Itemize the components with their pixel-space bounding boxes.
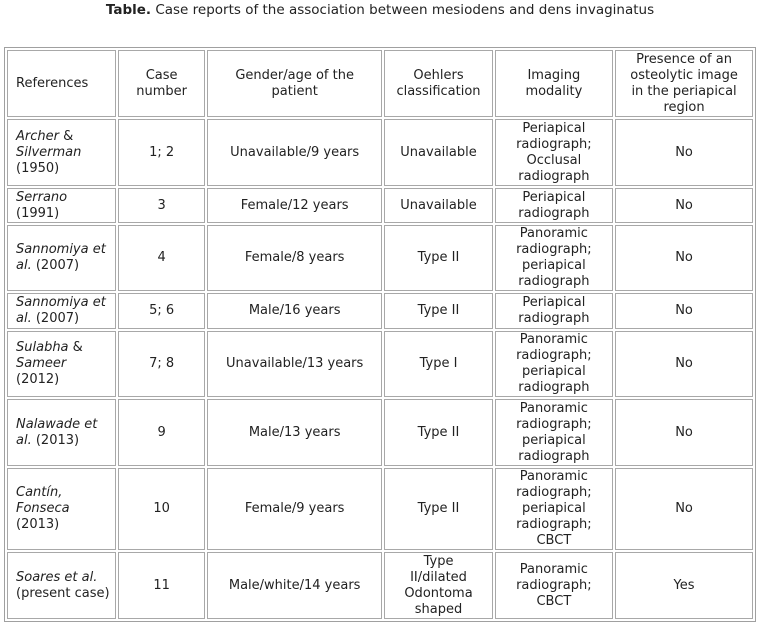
header-text: classification (396, 83, 481, 99)
table-row (7, 399, 753, 466)
oehlers-cell (384, 293, 492, 329)
gender-age-cell: Male/13 years (207, 399, 382, 466)
gender-age-cell: Male/16 years (207, 293, 382, 329)
header-text: Imaging (527, 67, 581, 83)
oehlers-cell (384, 119, 492, 186)
imaging-text: periapical (521, 501, 586, 516)
oehlers-cell (384, 188, 492, 223)
reference-author: Archer (16, 128, 59, 144)
header-text: Oehlers (413, 67, 464, 83)
imaging-text: Panoramic (519, 332, 588, 347)
osteolytic-cell: Yes (615, 552, 753, 619)
imaging-text: Periapical (522, 189, 586, 205)
gender-age-cell: Unavailable/9 years (207, 119, 382, 186)
table-row (7, 225, 753, 291)
reference-cell (7, 225, 116, 291)
case-number-cell: 5; 6 (118, 293, 205, 329)
imaging-text: radiograph (518, 205, 590, 221)
imaging-text: periapical (521, 364, 586, 379)
imaging-cell (495, 188, 613, 223)
reference-text: & (68, 340, 83, 355)
imaging-text: Periapical (522, 295, 586, 310)
imaging-text: radiograph; (516, 577, 592, 593)
reference-author: Serrano (16, 189, 68, 205)
header-text: patient (271, 83, 318, 99)
oehlers-text: Type II (417, 250, 460, 265)
reference-text: (2007) (31, 258, 80, 273)
reference-author: al. (16, 311, 32, 326)
case-number-cell: 11 (118, 552, 205, 619)
imaging-text: CBCT (536, 593, 572, 609)
imaging-text: radiograph; (516, 136, 592, 152)
oehlers-text: Type II (417, 303, 460, 318)
header-text: number (136, 83, 188, 99)
oehlers-text: Type II (417, 501, 460, 516)
oehlers-text: Unavailable (400, 144, 477, 160)
reference-year: (1950) (16, 160, 60, 176)
oehlers-cell (384, 552, 492, 619)
reference-author: al. (16, 258, 32, 273)
reference-author: al. (16, 432, 32, 448)
oehlers-text: II/dilated (410, 569, 467, 585)
oehlers-cell (384, 225, 492, 291)
header-row (7, 50, 753, 117)
imaging-text: radiograph (518, 168, 590, 184)
reference-author: Sannomiya et (16, 295, 106, 310)
oehlers-text: shaped (414, 601, 463, 617)
reference-author: Sannomiya et (16, 242, 106, 257)
imaging-text: Panoramic (519, 469, 588, 484)
case-number-cell: 1; 2 (118, 119, 205, 186)
imaging-text: radiograph; (516, 348, 592, 363)
header-oehlers (384, 50, 492, 117)
gender-age-cell: Unavailable/13 years (207, 331, 382, 397)
oehlers-text: Type II (417, 424, 460, 440)
osteolytic-cell: No (615, 331, 753, 397)
imaging-cell (495, 399, 613, 466)
header-text: in the periapical (631, 83, 737, 99)
imaging-text: radiograph; (516, 517, 592, 532)
reference-cell (7, 188, 116, 223)
imaging-text: radiograph; (516, 485, 592, 500)
reference-text: & (58, 128, 74, 144)
oehlers-cell (384, 399, 492, 466)
imaging-text: radiograph (518, 448, 590, 464)
reference-text: (2012) (16, 372, 60, 387)
reference-cell (7, 331, 116, 397)
reference-cell (7, 468, 116, 550)
gender-age-cell: Male/white/14 years (207, 552, 382, 619)
imaging-cell (495, 552, 613, 619)
table-row (7, 293, 753, 329)
header-references: References (7, 50, 116, 117)
caption-label: Table. (105, 2, 152, 18)
imaging-text: radiograph; (516, 416, 592, 432)
imaging-text: Panoramic (519, 226, 588, 241)
reference-author: Nalawade et (16, 416, 98, 432)
header-imaging (495, 50, 613, 117)
header-gender-age (207, 50, 382, 117)
reference-cell (7, 552, 116, 619)
oehlers-text: Unavailable (400, 197, 477, 213)
osteolytic-cell: No (615, 399, 753, 466)
reference-year: (present case) (16, 585, 110, 601)
imaging-cell (495, 293, 613, 329)
imaging-text: periapical (521, 258, 586, 273)
imaging-text: Panoramic (519, 400, 588, 416)
oehlers-cell (384, 468, 492, 550)
reference-cell (7, 293, 116, 329)
imaging-text: radiograph (518, 311, 590, 326)
reference-text: (1991) (16, 205, 60, 221)
header-text: Gender/age of the (235, 67, 354, 83)
osteolytic-cell: No (615, 293, 753, 329)
reference-author: Sulabha (16, 340, 69, 355)
case-reports-table (4, 47, 756, 622)
imaging-text: Periapical (522, 120, 586, 136)
reference-text: (2013) (31, 432, 80, 448)
table-row (7, 468, 753, 550)
imaging-text: radiograph (518, 274, 590, 289)
case-number-cell: 9 (118, 399, 205, 466)
imaging-text: Occlusal (526, 152, 582, 168)
osteolytic-cell: No (615, 468, 753, 550)
header-case-number (118, 50, 205, 117)
oehlers-text: Type (423, 553, 454, 569)
case-number-cell: 7; 8 (118, 331, 205, 397)
header-osteolytic (615, 50, 753, 117)
imaging-cell (495, 225, 613, 291)
imaging-cell (495, 119, 613, 186)
gender-age-cell: Female/9 years (207, 468, 382, 550)
osteolytic-cell: No (615, 119, 753, 186)
case-number-cell: 3 (118, 188, 205, 223)
reference-author: Cantín, Fonseca (16, 485, 70, 516)
header-text: modality (525, 83, 583, 99)
reference-text: (2007) (31, 311, 80, 326)
reference-cell (7, 399, 116, 466)
imaging-cell (495, 468, 613, 550)
header-text: region (663, 99, 705, 115)
imaging-text: periapical (521, 432, 586, 448)
table-caption (0, 2, 760, 18)
oehlers-text: Odontoma (404, 585, 473, 601)
header-text: Case (145, 67, 178, 83)
table-row (7, 331, 753, 397)
gender-age-cell: Female/8 years (207, 225, 382, 291)
imaging-text: radiograph; (516, 242, 592, 257)
osteolytic-cell: No (615, 188, 753, 223)
reference-author: Sameer (16, 356, 67, 371)
reference-year: (2013) (16, 517, 60, 532)
imaging-text: radiograph (518, 380, 590, 395)
header-text: osteolytic image (630, 67, 738, 83)
header-text: Presence of an (636, 51, 732, 67)
caption-text: Case reports of the association between mesiodens and dens invaginatus (151, 2, 655, 18)
imaging-text: CBCT (536, 533, 572, 548)
case-number-cell: 10 (118, 468, 205, 550)
table-row (7, 119, 753, 186)
reference-cell (7, 119, 116, 186)
gender-age-cell: Female/12 years (207, 188, 382, 223)
imaging-cell (495, 331, 613, 397)
table-row (7, 188, 753, 223)
oehlers-cell (384, 331, 492, 397)
imaging-text: Panoramic (519, 561, 588, 577)
table-row (7, 552, 753, 619)
reference-author: Soares et al. (16, 569, 98, 585)
case-number-cell: 4 (118, 225, 205, 291)
osteolytic-cell: No (615, 225, 753, 291)
oehlers-text: Type I (419, 356, 458, 371)
reference-author: Silverman (16, 144, 82, 160)
